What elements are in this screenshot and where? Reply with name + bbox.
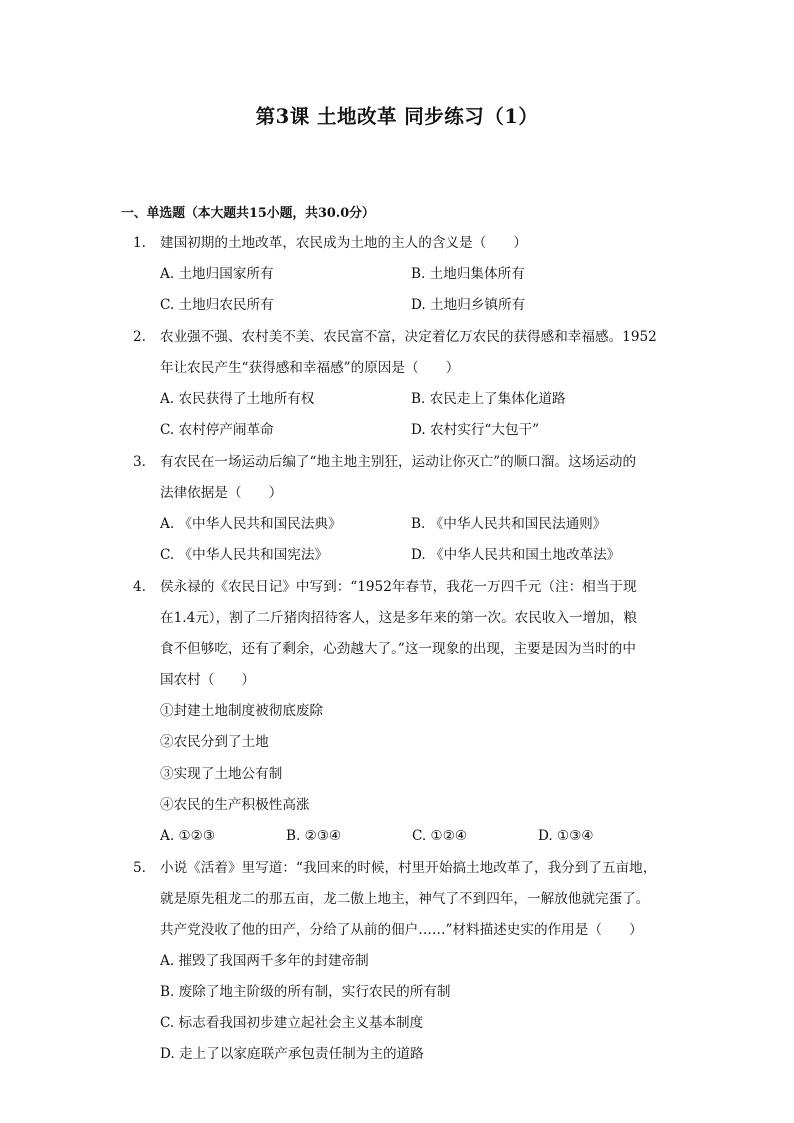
option-b: B. 土地归集体所有 xyxy=(411,266,525,282)
option-a: A. 《中华人民共和国民法典》 xyxy=(160,516,342,532)
option-c: C. 土地归农民所有 xyxy=(160,297,274,313)
question-text: 共产党没收了他的田产，分给了从前的佃户……”材料描述史实的作用是（ ） xyxy=(160,922,643,938)
question-number: 1. xyxy=(133,235,146,251)
option-c: C. ①②④ xyxy=(412,828,468,844)
question-number: 2. xyxy=(133,329,146,345)
question-text: 食不但够吃，还有了剩余，心劲越大了。”这一现象的出现，主要是因为当时的中 xyxy=(160,641,636,657)
option-b: B. 废除了地主阶级的所有制，实行农民的所有制 xyxy=(160,984,451,1000)
question-number: 4. xyxy=(133,579,146,595)
option-a: A. 摧毁了我国两千多年的封建帝制 xyxy=(160,953,369,969)
question-text: 有农民在一场运动后编了“地主地主别狂，运动让你灭亡”的顺口溜。这场运动的 xyxy=(160,454,637,470)
option-d: D. 农村实行“大包干” xyxy=(411,422,540,438)
question-text: 法律依据是（ ） xyxy=(160,485,283,501)
option-c: C. 标志看我国初步建立起社会主义基本制度 xyxy=(160,1015,424,1031)
option-c: C. 农村停产闹革命 xyxy=(160,422,274,438)
option-a: A. ①②③ xyxy=(160,828,216,844)
option-b: B. 农民走上了集体化道路 xyxy=(411,391,566,407)
option-b: B. ②③④ xyxy=(286,828,342,844)
question-text: 侯永禄的《农民日记》中写到：“1952年春节，我花一万四千元（注：相当于现 xyxy=(160,579,637,595)
question-text: 建国初期的土地改革，农民成为土地的主人的含义是（ ） xyxy=(160,235,528,251)
question-text: 小说《活着》里写道：“我回来的时候，村里开始搞土地改革了，我分到了五亩地， xyxy=(160,860,657,876)
option-a: A. 土地归国家所有 xyxy=(160,266,274,282)
option-d: D. 《中华人民共和国土地改革法》 xyxy=(411,547,621,563)
question-text: 国农村（ ） xyxy=(160,672,256,688)
question-text: 农业强不强、农村美不美、农民富不富，决定着亿万农民的获得感和幸福感。1952 xyxy=(160,329,657,345)
statement-2: ②农民分到了土地 xyxy=(160,734,269,750)
option-d: D. ①③④ xyxy=(538,828,594,844)
question-number: 5. xyxy=(133,860,146,876)
page-title: 第3课 土地改革 同步练习（1） xyxy=(255,105,539,128)
statement-4: ④农民的生产积极性高涨 xyxy=(160,797,310,813)
option-b: B. 《中华人民共和国民法通则》 xyxy=(411,516,607,532)
option-d: D. 走上了以家庭联产承包责任制为主的道路 xyxy=(160,1046,424,1062)
question-number: 3. xyxy=(133,454,146,470)
option-c: C. 《中华人民共和国宪法》 xyxy=(160,547,329,563)
question-text: 在1.4元），割了二斤猪肉招待客人，这是多年来的第一次。农民收入一增加，粮 xyxy=(160,610,638,626)
option-a: A. 农民获得了土地所有权 xyxy=(160,391,315,407)
statement-1: ①封建土地制度被彻底废除 xyxy=(160,703,324,719)
question-text: 就是原先租龙二的那五亩，龙二傲上地主，神气了不到四年，一解放他就完蛋了。 xyxy=(160,891,650,907)
section-heading: 一、单选题（本大题共15小题，共30.0分） xyxy=(121,206,375,221)
option-d: D. 土地归乡镇所有 xyxy=(411,297,526,313)
statement-3: ③实现了土地公有制 xyxy=(160,766,283,782)
question-text: 年让农民产生“获得感和幸福感”的原因是（ ） xyxy=(160,360,460,376)
